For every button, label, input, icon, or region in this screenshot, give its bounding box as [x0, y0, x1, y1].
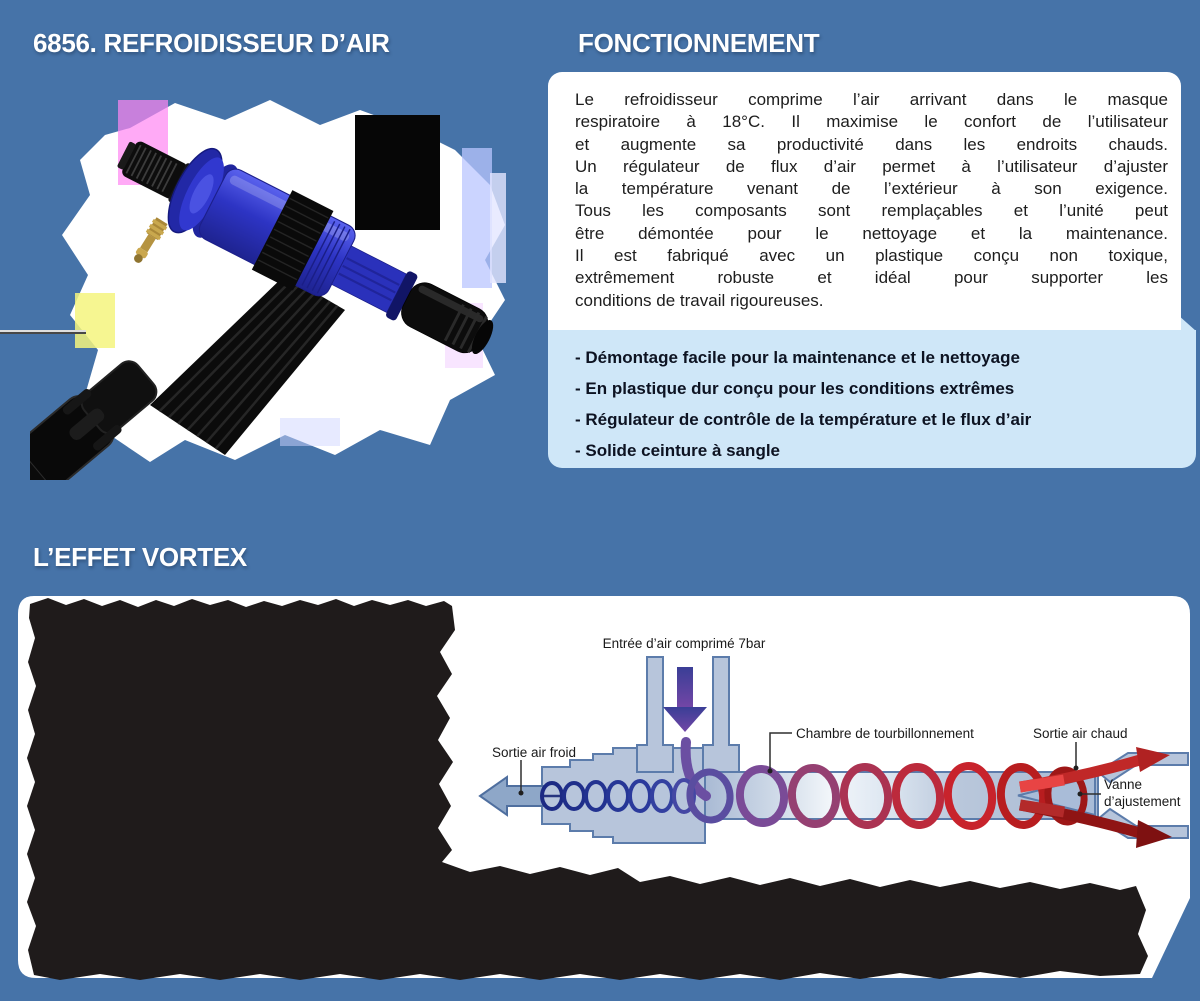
description-line: respiratoire à 18°C. Il maximise le confort de l’utilisateur: [575, 112, 1168, 132]
vortex-panel: [0, 590, 1200, 1001]
fonctionnement-title: FONCTIONNEMENT: [578, 28, 820, 58]
description-line: être démontée pour le nettoyage et la maintenance.: [575, 223, 1168, 243]
description-line: Un régulateur de flux d’air permet à l’utilisateur d’ajuster: [575, 156, 1168, 176]
description-line: et augmente sa productivité dans les endroits chauds.: [575, 134, 1168, 154]
valve-label-line2: d’ajustement: [1104, 794, 1181, 809]
description-line: la température venant de l’extérieur à son exigence.: [575, 179, 1168, 199]
glitch-yellow: [75, 293, 115, 348]
product-photo: [30, 88, 540, 480]
glitch-pale: [490, 173, 506, 283]
glitch-blue: [280, 418, 340, 446]
benefit-item: - Régulateur de contrôle de la température et le flux d’air: [575, 410, 1032, 429]
stray-line-artifact: [0, 330, 86, 334]
benefit-item: - En plastique dur conçu pour les conditions extrêmes: [575, 379, 1015, 398]
description-line: Il est fabriqué avec un plastique conçu non toxique,: [575, 246, 1168, 266]
chamber-label: Chambre de tourbillonnement: [796, 726, 974, 741]
hot-outlet-label: Sortie air chaud: [1033, 726, 1128, 741]
description-line: conditions de travail rigoureuses.: [575, 290, 824, 310]
description-line: Tous les composants sont remplaçables et l’unité peut: [575, 201, 1168, 221]
valve-label-line1: Vanne: [1104, 777, 1143, 792]
glitch-lavender: [462, 148, 492, 288]
benefit-item: - Démontage facile pour la maintenance et le nettoyage: [575, 348, 1020, 367]
description-line: extrêmement robuste et idéal pour supporter les: [575, 268, 1168, 288]
cold-outlet-label: Sortie air froid: [492, 745, 577, 760]
glitch-black: [355, 115, 440, 230]
inlet-label: Entrée d’air comprimé 7bar: [602, 636, 766, 651]
product-title: 6856. REFROIDISSEUR D’AIR: [33, 28, 390, 58]
benefit-item: - Solide ceinture à sangle: [575, 441, 781, 460]
description-panel: [548, 72, 1181, 330]
vortex-title: L’EFFET VORTEX: [33, 542, 247, 572]
description-line: Le refroidisseur comprime l’air arrivant dans le masque: [575, 90, 1168, 109]
benefits-panel: [548, 330, 1196, 468]
